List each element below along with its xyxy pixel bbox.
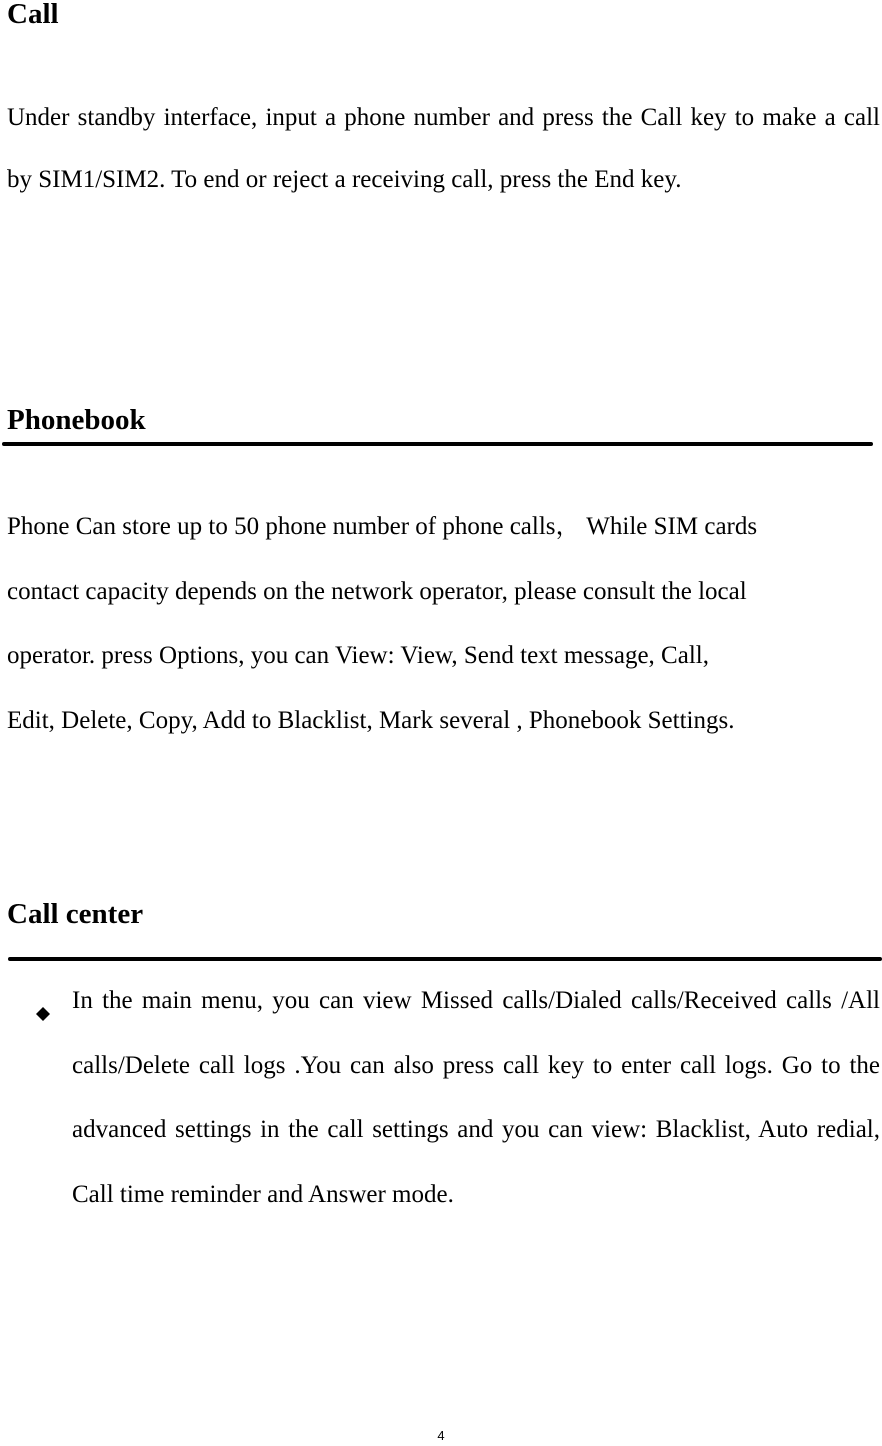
page-number: 4	[437, 1428, 445, 1443]
phonebook-heading-rule	[2, 442, 873, 446]
diamond-bullet-icon	[36, 1007, 50, 1021]
phonebook-line: operator. press Options, you can View: View, Send text message, Call,	[7, 642, 709, 669]
phonebook-line: Phone Can store up to 50 phone number of phone calls， While SIM cards	[7, 513, 758, 540]
phonebook-section-body	[7, 495, 882, 753]
call-center-bullet-text: In the main menu, you can view Missed calls/Dialed calls/Received calls /All calls/Delete call logs .You can also press call key to enter call logs. Go to the advanced settings in the call settings and you can view: Blacklist, Auto redial, Call time reminder and Answer mode.	[72, 987, 880, 1208]
phonebook-line: contact capacity depends on the network operator, please consult the local	[7, 577, 747, 605]
call-section-body: Under standby interface, input a phone number and press the Call key to make a call by SIM1/SIM2. To end or reject a receiving call, press the End key.	[7, 104, 880, 193]
phonebook-line: Edit, Delete, Copy, Add to Blacklist, Mark several , Phonebook Settings.	[7, 706, 735, 734]
call-center-heading-rule	[8, 957, 882, 961]
phonebook-section-title: Phonebook	[7, 404, 146, 436]
call-section-title: Call	[7, 0, 59, 30]
call-center-section-title: Call center	[7, 898, 144, 930]
